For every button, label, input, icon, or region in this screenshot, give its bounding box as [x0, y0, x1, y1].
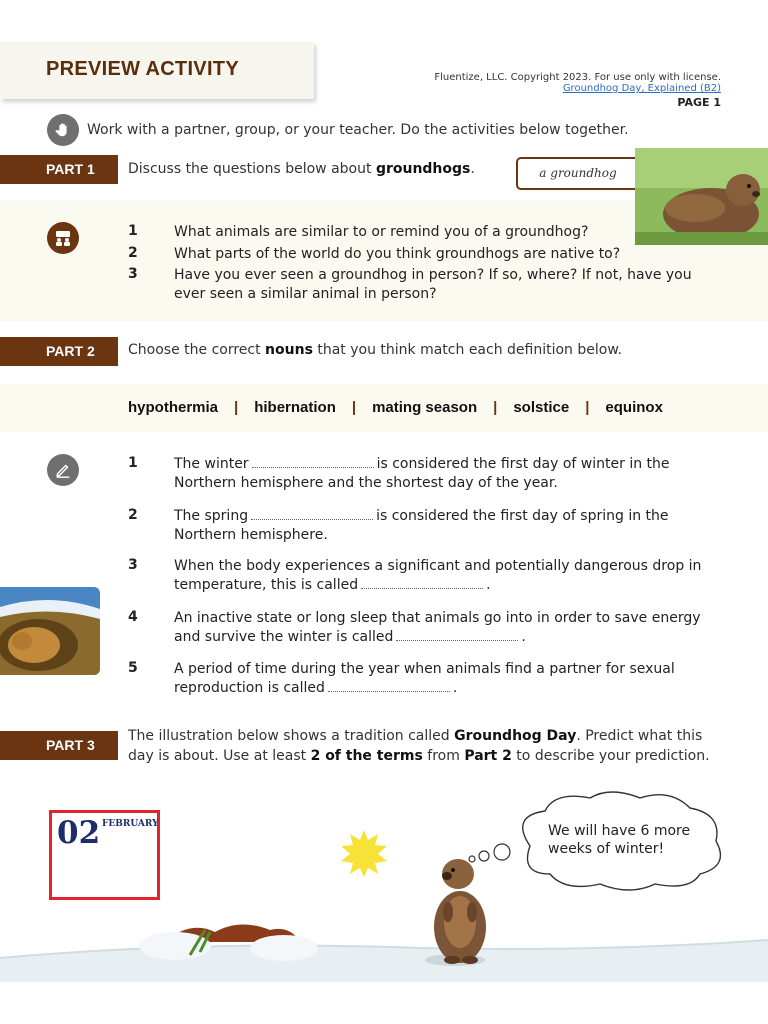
part3-label: PART 3: [0, 731, 118, 760]
word-bank-item: hibernation: [254, 399, 336, 416]
definition-item: 5 A period of time during the year when animals find a partner for sexual reproduction is called .: [128, 660, 675, 696]
page-title: PREVIEW ACTIVITY: [46, 58, 239, 80]
word-bank-separator: |: [351, 399, 357, 416]
intro-instruction: Work with a partner, group, or your teacher. Do the activities below together.: [87, 122, 629, 138]
question-item: 1 What animals are similar to or remind you of a groundhog?: [128, 223, 589, 240]
word-bank-separator: |: [493, 399, 498, 416]
answer-blank[interactable]: [396, 629, 518, 641]
part3-instruction: The illustration below shows a tradition called Groundhog Day. Predict what this day is about. Use at least 2 of the terms from Part 2 to describe your prediction.: [128, 728, 710, 764]
thought-bubble-text: We will have 6 more weeks of winter!: [548, 823, 691, 857]
word-bank-separator: |: [234, 399, 239, 416]
calendar-month: FEBRUARY: [102, 819, 159, 829]
snowy-ground: [0, 900, 768, 990]
part1-instruction: Discuss the questions below about groundhogs.: [128, 161, 475, 177]
answer-blank[interactable]: [361, 577, 483, 589]
answer-blank[interactable]: [328, 680, 450, 692]
definition-item: 4 An inactive state or long sleep that animals go into in order to save energy and survive the winter is called .: [128, 609, 701, 645]
answer-blank[interactable]: [252, 456, 374, 468]
definition-item: 1 The winter is considered the first day of winter in the Northern hemisphere and the shortest day of the year.: [128, 455, 670, 491]
hibernating-groundhog-illustration: [0, 587, 100, 675]
word-bank-item: hypothermia: [128, 399, 219, 416]
word-bank-item: solstice: [513, 399, 570, 416]
groundhog-photo-caption: a groundhog: [516, 157, 640, 190]
part2-instruction: Choose the correct nouns that you think match each definition below.: [128, 342, 622, 358]
calendar: [49, 810, 160, 900]
discussion-icon: [47, 222, 79, 254]
sun-icon: [338, 828, 390, 878]
question-item: 3 Have you ever seen a groundhog in person? If so, where? If not, have you ever seen a similar animal in person?: [128, 266, 692, 302]
word-bank-item: equinox: [605, 399, 663, 416]
word-bank: [128, 399, 663, 416]
pencil-icon: [47, 454, 79, 486]
calendar-day: 02: [57, 815, 101, 851]
lesson-title-link[interactable]: Groundhog Day, Explained (B2): [562, 83, 721, 94]
definition-item: 2 The spring is considered the first day of spring in the Northern hemisphere.: [128, 507, 669, 543]
question-item: 2 What parts of the world do you think groundhogs are native to?: [128, 245, 621, 262]
part1-label: PART 1: [0, 155, 118, 184]
answer-blank[interactable]: [251, 508, 373, 520]
copyright-notice: Fluentize, LLC. Copyright 2023. For use only with license.: [434, 72, 721, 83]
part2-label: PART 2: [0, 337, 118, 366]
page-number: PAGE 1: [677, 96, 721, 109]
definition-item: 3 When the body experiences a significant and potentially dangerous drop in temperature, this is called .: [128, 557, 702, 593]
word-bank-item: mating season: [372, 399, 478, 416]
hand-icon: [47, 114, 79, 146]
word-bank-separator: |: [585, 399, 590, 416]
